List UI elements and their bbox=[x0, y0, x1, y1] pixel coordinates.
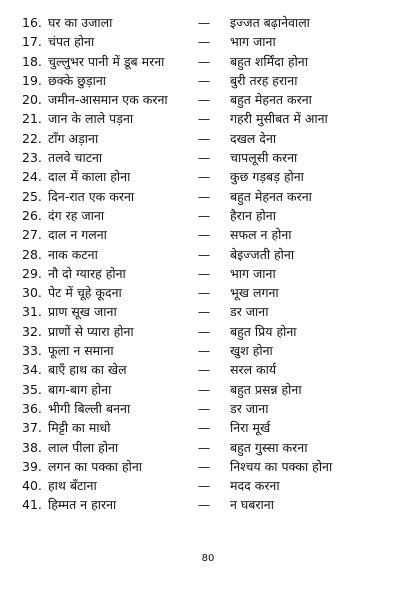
meaning-text: बहुत मेहनत करना bbox=[230, 188, 312, 204]
meaning-text: बुरी तरह हराना bbox=[230, 72, 298, 88]
meaning-text: बहुत शर्मिंदा होना bbox=[230, 53, 308, 69]
meaning-text: खुश होना bbox=[230, 343, 273, 359]
entry-number: 18. bbox=[22, 53, 42, 69]
idiom-text: नाक कटना bbox=[48, 246, 98, 262]
meaning-text: सरल कार्य bbox=[230, 362, 277, 378]
entry-number: 34. bbox=[22, 362, 42, 378]
dash-separator: — bbox=[197, 169, 211, 185]
dash-separator: — bbox=[197, 458, 211, 474]
meaning-text: हैरान होना bbox=[230, 207, 276, 223]
meaning-text: निरा मूर्ख bbox=[230, 420, 271, 436]
idiom-text: छक्के छुड़ाना bbox=[48, 72, 107, 88]
dash-separator: — bbox=[197, 92, 211, 108]
list-item bbox=[0, 495, 416, 514]
idiom-text: लाल पीला होना bbox=[48, 439, 119, 455]
dash-separator: — bbox=[197, 285, 211, 301]
entry-number: 32. bbox=[22, 323, 42, 339]
list-item bbox=[0, 264, 416, 283]
list-item bbox=[0, 109, 416, 128]
entry-number: 29. bbox=[22, 265, 42, 281]
dash-separator: — bbox=[197, 15, 211, 30]
list-item bbox=[0, 457, 416, 476]
list-item bbox=[0, 283, 416, 302]
list-item bbox=[0, 476, 416, 495]
dash-separator: — bbox=[197, 246, 211, 262]
entry-number: 17. bbox=[22, 34, 42, 50]
meaning-text: न घबराना bbox=[230, 497, 274, 513]
meaning-text: भाग जाना bbox=[230, 265, 276, 281]
idiom-text: प्राणों से प्यारा होना bbox=[48, 323, 134, 339]
page-number: 80 bbox=[201, 553, 215, 564]
entry-number: 19. bbox=[22, 72, 42, 88]
list-item bbox=[0, 399, 416, 418]
dash-separator: — bbox=[197, 53, 211, 69]
idiom-text: भीगी बिल्ली बनना bbox=[48, 400, 131, 416]
entry-number: 41. bbox=[22, 497, 42, 513]
list-item bbox=[0, 167, 416, 186]
dash-separator: — bbox=[197, 343, 211, 359]
idiom-text: नौ दो ग्यारह होना bbox=[48, 265, 126, 281]
list-item bbox=[0, 225, 416, 244]
list-item bbox=[0, 418, 416, 437]
meaning-text: बहुत प्रिय होना bbox=[230, 323, 297, 339]
list-item bbox=[0, 438, 416, 457]
list-item bbox=[0, 52, 416, 71]
list-item bbox=[0, 206, 416, 225]
meaning-text: गहरी मुसीबत में आना bbox=[230, 111, 328, 127]
list-item bbox=[0, 187, 416, 206]
meaning-text: भूख लगना bbox=[230, 285, 279, 301]
entry-number: 21. bbox=[22, 111, 42, 127]
entry-number: 28. bbox=[22, 246, 42, 262]
idiom-text: चंपत होना bbox=[48, 34, 95, 50]
dash-separator: — bbox=[197, 420, 211, 436]
meaning-text: डर जाना bbox=[230, 400, 269, 416]
list-item bbox=[0, 322, 416, 341]
list-item bbox=[0, 32, 416, 51]
dash-separator: — bbox=[197, 497, 211, 513]
dash-separator: — bbox=[197, 439, 211, 455]
list-item bbox=[0, 148, 416, 167]
idiom-text: बाएँ हाथ का खेल bbox=[48, 362, 127, 378]
idiom-text: मिट्टी का माधो bbox=[48, 420, 111, 436]
idiom-text: दंग रह जाना bbox=[48, 207, 105, 223]
idiom-text: पेट में चूहे कूदना bbox=[48, 285, 122, 301]
entry-number: 30. bbox=[22, 285, 42, 301]
dash-separator: — bbox=[197, 478, 211, 494]
meaning-text: बहुत मेहनत करना bbox=[230, 92, 312, 108]
list-item bbox=[0, 13, 416, 32]
meaning-text: बेइज्जती होना bbox=[230, 246, 295, 262]
meaning-text: निश्चय का पक्का होना bbox=[230, 458, 333, 474]
idiom-text: दिन-रात एक करना bbox=[48, 188, 135, 204]
dash-separator: — bbox=[197, 34, 211, 50]
idiom-text: प्राण सूख जाना bbox=[48, 304, 117, 320]
dash-separator: — bbox=[197, 227, 211, 243]
idiom-text: दाल में काला होना bbox=[48, 169, 131, 185]
list-item bbox=[0, 341, 416, 360]
dash-separator: — bbox=[197, 111, 211, 127]
list-item bbox=[0, 360, 416, 379]
entry-number: 16. bbox=[22, 15, 42, 30]
entry-number: 24. bbox=[22, 169, 42, 185]
idiom-list bbox=[0, 13, 416, 515]
meaning-text: बहुत प्रसन्न होना bbox=[230, 381, 302, 397]
idiom-text: लगन का पक्का होना bbox=[48, 458, 143, 474]
entry-number: 25. bbox=[22, 188, 42, 204]
list-item bbox=[0, 302, 416, 321]
entry-number: 33. bbox=[22, 343, 42, 359]
list-item bbox=[0, 71, 416, 90]
dash-separator: — bbox=[197, 304, 211, 320]
entry-number: 27. bbox=[22, 227, 42, 243]
idiom-text: हिम्मत न हारना bbox=[48, 497, 117, 513]
idiom-text: जमीन-आसमान एक करना bbox=[48, 92, 168, 108]
dash-separator: — bbox=[197, 150, 211, 166]
dash-separator: — bbox=[197, 265, 211, 281]
entry-number: 20. bbox=[22, 92, 42, 108]
idiom-text: टाँग अड़ाना bbox=[48, 130, 99, 146]
meaning-text: बहुत गुस्सा करना bbox=[230, 439, 308, 455]
list-item bbox=[0, 129, 416, 148]
idiom-text: हाथ बँटाना bbox=[48, 478, 97, 494]
entry-number: 22. bbox=[22, 130, 42, 146]
dash-separator: — bbox=[197, 381, 211, 397]
entry-number: 26. bbox=[22, 207, 42, 223]
idiom-text: जान के लाले पड़ना bbox=[48, 111, 134, 127]
entry-number: 37. bbox=[22, 420, 42, 436]
list-item bbox=[0, 245, 416, 264]
dash-separator: — bbox=[197, 188, 211, 204]
meaning-text: दखल देना bbox=[230, 130, 277, 146]
meaning-text: डर जाना bbox=[230, 304, 269, 320]
meaning-text: चापलूसी करना bbox=[230, 150, 298, 166]
entry-number: 23. bbox=[22, 150, 42, 166]
meaning-text: सफल न होना bbox=[230, 227, 292, 243]
entry-number: 31. bbox=[22, 304, 42, 320]
entry-number: 36. bbox=[22, 400, 42, 416]
idiom-text: तलवे चाटना bbox=[48, 150, 103, 166]
list-item bbox=[0, 380, 416, 399]
entry-number: 38. bbox=[22, 439, 42, 455]
idiom-text: घर का उजाला bbox=[48, 15, 113, 30]
entry-number: 35. bbox=[22, 381, 42, 397]
dash-separator: — bbox=[197, 362, 211, 378]
dash-separator: — bbox=[197, 130, 211, 146]
idiom-text: दाल न गलना bbox=[48, 227, 107, 243]
dash-separator: — bbox=[197, 72, 211, 88]
meaning-text: भाग जाना bbox=[230, 34, 276, 50]
meaning-text: इज्जत बढ़ानेवाला bbox=[230, 15, 310, 30]
entry-number: 39. bbox=[22, 458, 42, 474]
idiom-text: बाग-बाग होना bbox=[48, 381, 112, 397]
list-item bbox=[0, 90, 416, 109]
idiom-text: फूला न समाना bbox=[48, 343, 114, 359]
dash-separator: — bbox=[197, 400, 211, 416]
entry-number: 40. bbox=[22, 478, 42, 494]
meaning-text: मदद करना bbox=[230, 478, 280, 494]
dash-separator: — bbox=[197, 207, 211, 223]
dash-separator: — bbox=[197, 323, 211, 339]
idiom-text: चुल्लुभर पानी में डूब मरना bbox=[48, 53, 165, 69]
meaning-text: कुछ गड़बड़ होना bbox=[230, 169, 304, 185]
